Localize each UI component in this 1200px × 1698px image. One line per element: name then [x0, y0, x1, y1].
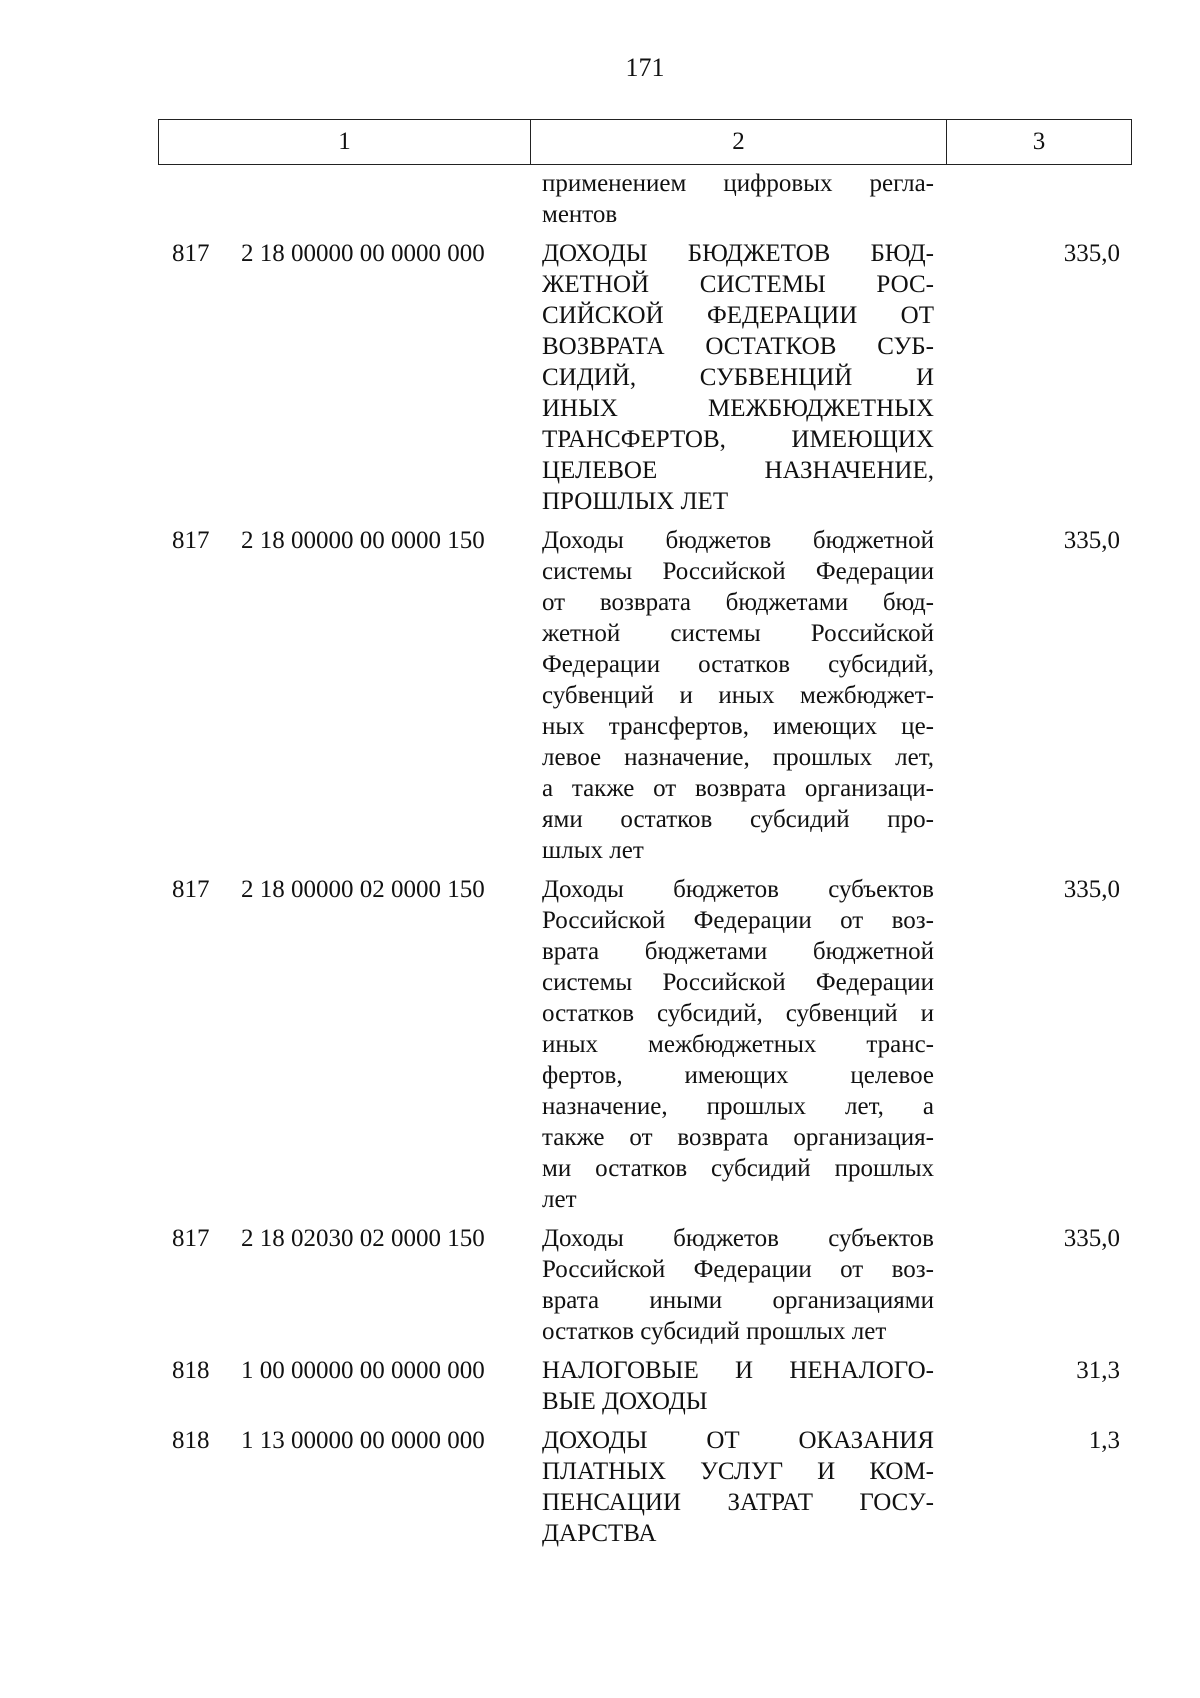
table-row [0, 1425, 1200, 1549]
budget-classification-code: 2 18 00000 00 0000 150 [241, 527, 485, 554]
income-name-line: лет [542, 1186, 577, 1213]
income-name-line: СИДИЙ, СУБВЕНЦИЙ И [542, 364, 934, 391]
admin-code: 817 [172, 1225, 210, 1252]
admin-code: 817 [172, 240, 210, 267]
income-name-line: Федерации остатков субсидий, [542, 651, 934, 678]
header-col-3: 3 [1032, 128, 1046, 155]
income-name-line: Доходы бюджетов бюджетной [542, 527, 934, 554]
income-name-line: ных трансфертов, имеющих це- [542, 713, 934, 740]
income-name [542, 525, 934, 866]
income-name-line: иных межбюджетных транс- [542, 1031, 934, 1058]
income-name-line: жетной системы Российской [542, 620, 934, 647]
income-name-line: врата бюджетами бюджетной [542, 938, 934, 965]
income-name [542, 1425, 934, 1549]
budget-classification-code: 1 13 00000 00 0000 000 [241, 1427, 485, 1454]
admin-code: 817 [172, 527, 210, 554]
income-name [542, 874, 934, 1215]
income-name-line: применением цифровых регла- [542, 170, 934, 197]
table-row [0, 168, 1200, 230]
budget-classification-code: 1 00 00000 00 0000 000 [241, 1357, 485, 1384]
income-name-line: от возврата бюджетами бюд- [542, 589, 934, 616]
income-name [542, 168, 934, 230]
income-name-line: ДАРСТВА [542, 1520, 657, 1547]
income-name-line: шлых лет [542, 837, 644, 864]
income-name-line: ДОХОДЫ БЮДЖЕТОВ БЮД- [542, 240, 934, 267]
budget-classification-code: 2 18 00000 02 0000 150 [241, 876, 485, 903]
table-row [0, 874, 1200, 1215]
income-name-line: ментов [542, 201, 618, 228]
header-col-2: 2 [531, 120, 947, 164]
income-name-line: назначение, прошлых лет, а [542, 1093, 934, 1120]
amount-value: 31,3 [1076, 1357, 1120, 1384]
income-name-line: ПРОШЛЫХ ЛЕТ [542, 488, 729, 515]
table-row [0, 238, 1200, 517]
table-body [0, 168, 1200, 1557]
income-name [542, 1355, 934, 1417]
income-name-line: Российской Федерации от воз- [542, 1256, 934, 1283]
amount-value: 335,0 [1063, 1225, 1120, 1252]
amount-value: 335,0 [1063, 876, 1120, 903]
header-col-1: 1 [159, 120, 531, 164]
admin-code: 818 [172, 1357, 210, 1384]
income-name-line: ПЛАТНЫХ УСЛУГ И КОМ- [542, 1458, 934, 1485]
income-name-line: ЖЕТНОЙ СИСТЕМЫ РОС- [542, 271, 934, 298]
amount-value: 335,0 [1063, 527, 1120, 554]
income-name-line: Доходы бюджетов субъектов [542, 1225, 934, 1252]
income-name-line: а также от возврата организаци- [542, 775, 934, 802]
income-name [542, 1223, 934, 1347]
income-name-line: ИНЫХ МЕЖБЮДЖЕТНЫХ [542, 395, 934, 422]
income-name-line: ПЕНСАЦИИ ЗАТРАТ ГОСУ- [542, 1489, 934, 1516]
income-name-line: ВЫЕ ДОХОДЫ [542, 1388, 708, 1415]
budget-classification-code: 2 18 00000 00 0000 000 [241, 240, 485, 267]
income-name-line: ВОЗВРАТА ОСТАТКОВ СУБ- [542, 333, 934, 360]
table-row [0, 525, 1200, 866]
income-name-line: фертов, имеющих целевое [542, 1062, 934, 1089]
table-header [158, 119, 1132, 165]
income-name-line: врата иными организациями [542, 1287, 934, 1314]
income-name-line: системы Российской Федерации [542, 969, 934, 996]
admin-code: 817 [172, 876, 210, 903]
income-name-line: СИЙСКОЙ ФЕДЕРАЦИИ ОТ [542, 302, 934, 329]
income-name-line: ТРАНСФЕРТОВ, ИМЕЮЩИХ [542, 426, 934, 453]
income-name [542, 238, 934, 517]
income-name-line: остатков субсидий, субвенций и [542, 1000, 934, 1027]
income-name-line: Российской Федерации от воз- [542, 907, 934, 934]
income-name-line: ЦЕЛЕВОЕ НАЗНАЧЕНИЕ, [542, 457, 934, 484]
income-name-line: остатков субсидий прошлых лет [542, 1318, 887, 1345]
income-name-line: Доходы бюджетов субъектов [542, 876, 934, 903]
income-name-line: ми остатков субсидий прошлых [542, 1155, 934, 1182]
income-name-line: левое назначение, прошлых лет, [542, 744, 934, 771]
income-name-line: также от возврата организация- [542, 1124, 934, 1151]
amount-value: 1,3 [1088, 1427, 1120, 1454]
page-number: 171 [625, 53, 665, 82]
admin-code: 818 [172, 1427, 210, 1454]
income-name-line: ДОХОДЫ ОТ ОКАЗАНИЯ [542, 1427, 934, 1454]
income-name-line: субвенций и иных межбюджет- [542, 682, 934, 709]
table-row [0, 1223, 1200, 1347]
income-name-line: НАЛОГОВЫЕ И НЕНАЛОГО- [542, 1357, 934, 1384]
income-name-line: ями остатков субсидий про- [542, 806, 934, 833]
budget-classification-code: 2 18 02030 02 0000 150 [241, 1225, 485, 1252]
income-name-line: системы Российской Федерации [542, 558, 934, 585]
amount-value: 335,0 [1063, 240, 1120, 267]
table-row [0, 1355, 1200, 1417]
